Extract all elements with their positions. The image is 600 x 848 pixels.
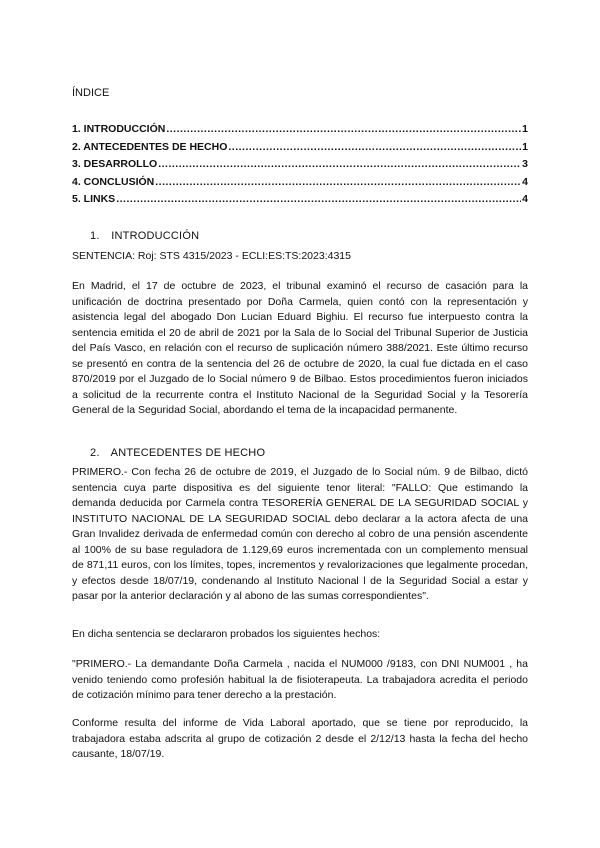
toc-entry-links[interactable] xyxy=(72,191,528,209)
toc-entry-antecedentes[interactable] xyxy=(72,139,528,157)
toc-leader-dots xyxy=(155,174,521,192)
antecedentes-paragraph-vida-laboral: Conforme resulta del informe de Vida Laboral aportado, que se tiene por reproducido, la trabajadora estaba adscrita al grupo de cotización 2 desde el 2/12/13 hasta la fecha del hecho causante, 18/07/19. xyxy=(72,717,528,760)
toc-entry-label: 3. DESARROLLO xyxy=(72,158,158,170)
toc-leader-dots xyxy=(228,139,521,157)
toc-entry-introduccion[interactable] xyxy=(72,121,528,139)
toc-entry-desarrollo[interactable] xyxy=(72,156,528,174)
toc-entry-conclusion[interactable] xyxy=(72,174,528,192)
toc-title: ÍNDICE xyxy=(72,87,110,99)
antecedentes-paragraph-hecho-primero: "PRIMERO.- La demandante Doña Carmela , nacida el NUM000 /9183, con DNI NUM001 , ha venido teniendo como profesión habitual la de fisioterapeuta. La trabajadora acredita el periodo de cotización mínimo para tener derecho a la prestación. xyxy=(72,658,528,701)
toc-entry-page: 3 xyxy=(522,158,528,170)
toc-entry-label: 1. INTRODUCCIÓN xyxy=(72,123,166,135)
toc-leader-dots xyxy=(158,156,521,174)
toc-entry-label: 5. LINKS xyxy=(72,193,116,205)
section-title: INTRODUCCIÓN xyxy=(111,230,200,242)
section-heading-antecedentes xyxy=(90,447,265,459)
toc-leader-dots xyxy=(166,121,521,139)
section-number: 1. xyxy=(90,230,100,242)
toc-entry-label: 4. CONCLUSIÓN xyxy=(72,175,155,188)
section-title: ANTECEDENTES DE HECHO xyxy=(110,447,266,459)
antecedentes-paragraph-primero: PRIMERO.- Con fecha 26 de octubre de 2019, el Juzgado de lo Social núm. 9 de Bilbao, dictó sentencia cuya parte dispositiva es del siguiente tenor literal: "FALLO: Que estimando la demanda deducida por Carmela contra TESORERÍA GENERAL DE LA SEGURIDAD SOCIAL y INSTITUTO NACIONAL DE LA SEGURIDAD SOCIAL debo declarar a la actora afecta de una Gran Invalidez derivada de enfermedad común con derecho al cobro de una pensión ascendente al 100% de su base reguladora de 1.129,69 euros incrementada con un complemento mensual de 871,11 euros, con los límites, topes, incrementos y revalorizaciones que legalmente procedan, y efectos desde 18/07/19, condenando al Instituto Nacional l de la Seguridad Social a estar y pasar por la anterior declaración y al abono de las sumas correspondientes". xyxy=(72,466,528,602)
section-heading-introduccion xyxy=(90,230,199,242)
toc-entry-page: 1 xyxy=(522,140,528,153)
antecedentes-paragraph-hechos-intro: En dicha sentencia se declararon probados los siguientes hechos: xyxy=(72,628,381,640)
toc-leader-dots xyxy=(116,191,521,209)
toc-entry-label: 2. ANTECEDENTES DE HECHO xyxy=(72,140,228,153)
toc-entry-page: 1 xyxy=(522,123,528,135)
introduction-paragraph: En Madrid, el 17 de octubre de 2023, el tribunal examinó el recurso de casación para la unificación de doctrina presentado por Doña Carmela, quien contó con la representación y asistencia legal del abogado Don Lucian Eduard Bighiu. El recurso fue interpuesto contra la sentencia emitida el 20 de abril de 2021 por la Sala de lo Social del Tribunal Superior de Justicia del País Vasco, en relación con el recurso de suplicación número 388/2021. Este último recurso se presentó en contra de la sentencia del 26 de octubre de 2020, la cual fue dictada en el caso 870/2019 por el Juzgado de lo Social número 9 de Bilbao. Estos procedimientos fueron iniciados a solicitud de la recurrente contra el Instituto Nacional de la Seguridad Social y la Tesorería General de la Seguridad Social, abordando el tema de la incapacidad permanente. xyxy=(72,280,528,416)
table-of-contents xyxy=(72,121,528,209)
toc-entry-page: 4 xyxy=(522,175,528,188)
sentence-citation: SENTENCIA: Roj: STS 4315/2023 - ECLI:ES:TS:2023:4315 xyxy=(72,250,351,262)
section-number: 2. xyxy=(90,447,100,459)
toc-entry-page: 4 xyxy=(522,193,528,205)
